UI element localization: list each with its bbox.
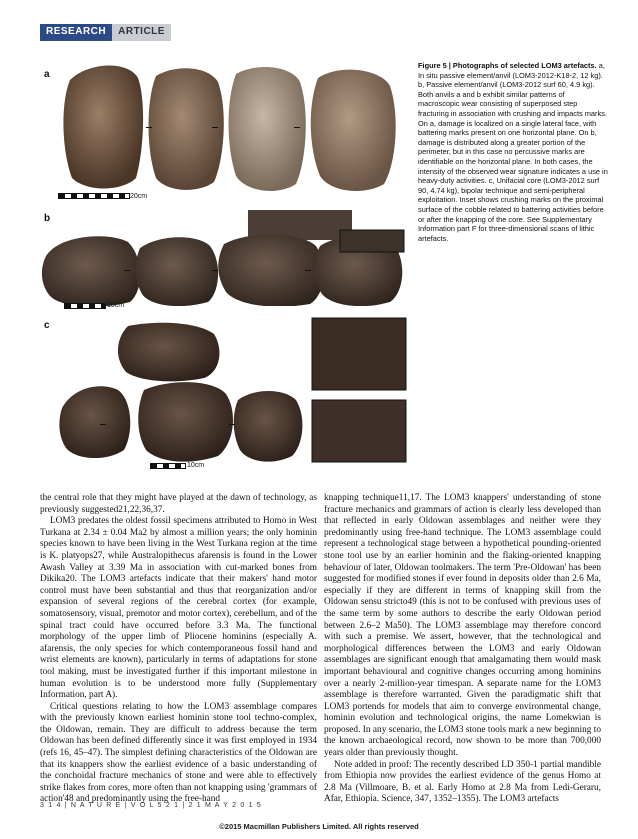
scar-marker xyxy=(146,127,152,128)
body-paragraph: knapping technique11,17. The LOM3 knappers' understanding of stone fracture mechanics and grammars of action is clearly less developed than that reflected in early Oldowan assemblages and neither were they predominantly using free-hand technique. The LOM3 assemblage could represent a technological stage between a hypothetical pounding-oriented stone tool use by an earlier hominin and the flaking-oriented knapping behaviour of later, Oldowan toolmakers. The term 'Pre-Oldowan' has been suggested for modified stones if ever found in deposits older than 2.6 Ma, especially if they are different in terms of knapping skill from the Oldowan sensu stricto49 (this is not to be confused with previous uses of the same term by some authors to describe the early Oldowan period between 2.6–2 Ma50). The LOM3 assemblage may therefore concord with such a premise. We assert, however, that the technological and morphological differences between the LOM3 and early Oldowan assemblages are significant enough that amalgamating them would mask important behavioural and cognitive changes occurring among hominins over a nearly 2-million-year timespan. A separate name for the LOM3 assemblage is therefore warranted. Given the paradigmatic shift that LOM3 portends for models that aim to converge environmental change, hominin evolution and technological origins, the name Lomekwian is proposed. In any scenario, the LOM3 stone tools mark a new beginning to the known archaeological record, now shown to be more than 700,000 years older than previously thought. xyxy=(324,493,601,759)
caption-title: Figure 5 | Photographs of selected LOM3 artefacts. xyxy=(418,61,597,70)
anvil-a-view-2 xyxy=(149,68,224,190)
core-view-2 xyxy=(138,382,233,462)
page-footer: 3 1 4 | N A T U R E | V O L 5 2 1 | 2 1 M A Y 2 0 1 5 xyxy=(40,802,262,809)
note-added-in-proof: Note added in proof: The recently described LD 350-1 partial mandible from Ethiopia now provides the earliest evidence of the genus Homo at 2.8 Ma (Villmoare, B. et al. Early Homo at 2.8 Ma from Ledi-Geraru, Afar, Ethiopia. Science, 347, 1352–1355). The LOM3 artefacts xyxy=(324,759,601,805)
scar-marker xyxy=(212,127,218,128)
body-paragraph: LOM3 predates the oldest fossil specimens attributed to Homo in West Turkana at 2.34 ± 0.04 Ma2 by almost a million years; the only hominin species known to have been living in the West Turkana region at the time is K. platyops27, while Australopithecus afarensis is found in the Lower Awash Valley at 3.39 Ma in association with cut-marked bones from Dikika20. The LOM3 artefacts indicate that their makers' hand motor control must have been substantial and thus that reorganization and/or expansion of several regions of the cerebral cortex (for example, somatosensory, visual, premotor and motor cortex), cerebellum, and of the spinal tract could have occurred before 3.3 Ma. The functional morphology of the upper limb of Pliocene hominins (especially A. afarensis, the only species for which contemporaneous fossil hand and wrist elements are known), particularly in terms of adaptations for stone tool making, must be investigated further if this important milestone in human evolution is to be understood more fully (Supplementary Information, part A). xyxy=(40,516,317,701)
body-paragraph: Critical questions relating to how the LOM3 assemblage compares with the previously known earliest hominin stone tool techno-complex, the Oldowan, remain. They are difficult to address because the term Oldowan has been defined differently since it was first employed in 1934 (refs 16, 45–47). The simplest defining characteristics of the Oldowan are that its knappers show the earliest evidence of a basic understanding of the conchoidal fracture mechanics of stone and were able to effectively strike flakes from cores, more often than not knapping using 'grammars of action'48 and predominantly using the free-hand xyxy=(40,701,317,805)
copyright-notice: ©2015 Macmillan Publishers Limited. All rights reserved xyxy=(219,822,419,831)
core-view-3 xyxy=(234,391,303,462)
section-banner xyxy=(40,24,171,41)
right-column xyxy=(324,493,601,806)
scale-label-c: 10cm xyxy=(187,462,205,469)
scale-bar-a xyxy=(58,193,130,199)
scar-marker xyxy=(100,424,106,425)
core-top-view xyxy=(118,323,220,382)
anvil-a-view-4 xyxy=(311,70,396,191)
scale-bar-b xyxy=(64,303,106,309)
body-paragraph: the central role that they might have played at the dawn of technology, as previously suggested21,22,36,37. xyxy=(40,493,317,515)
core-inset-2 xyxy=(312,400,406,462)
caption-body: a, In situ passive element/anvil (LOM3-2012-K18-2, 12 kg). b, Passive element/anvil (LOM3-2012 surf 60, 4.9 kg). Both anvils a and b exhibit similar patterns of macroscopic wear consisting of superposed step fracturing in association with crushing and impacts marks. On a, damage is localized on a single lateral face, with battering marks present on one horizontal plane. On b, damage is distributed along a greater portion of the perimeter, but in this case no percussive marks are identifiable on the horizontal plane. In both cases, the intensity of the observed wear signature indicates a use in heavy-duty activities. c, Unifacial core (LOM3-2012 surf 90, 4.74 kg), bipolar technique and semi-peripheral exploitation. Inset shows crushing marks on the proximal surface of the cobble related to battering activities before or after the knapping of the core. See Supplementary Information part F for three-dimensional scans of lithic artefacts. xyxy=(418,61,608,243)
scar-marker xyxy=(124,270,130,271)
anvil-a-view-1 xyxy=(63,65,143,188)
scar-marker xyxy=(305,270,311,271)
anvil-b-view-1 xyxy=(42,236,140,306)
core-inset-1 xyxy=(312,318,406,390)
section-label: RESEARCH xyxy=(40,24,112,41)
scar-marker xyxy=(229,424,235,425)
core-view-1 xyxy=(59,386,130,458)
panel-b-label: b xyxy=(44,213,51,224)
anvil-a-view-3 xyxy=(229,67,306,191)
scale-label-b: 10cm xyxy=(107,302,125,309)
anvil-b-inset xyxy=(340,230,404,252)
panel-c-label: c xyxy=(44,320,50,331)
figure-caption xyxy=(418,61,608,243)
scar-marker xyxy=(212,270,218,271)
panel-c-photos xyxy=(58,316,414,474)
scar-marker xyxy=(294,127,300,128)
panel-a-label: a xyxy=(44,69,50,80)
scale-label-a: 20cm xyxy=(130,193,148,200)
left-column xyxy=(40,493,317,806)
article-type-label: ARTICLE xyxy=(112,24,171,41)
scale-bar-c xyxy=(150,463,186,469)
anvil-b-view-2 xyxy=(136,237,218,306)
panel-a-photos xyxy=(58,60,413,200)
panel-b-photos xyxy=(40,206,412,306)
